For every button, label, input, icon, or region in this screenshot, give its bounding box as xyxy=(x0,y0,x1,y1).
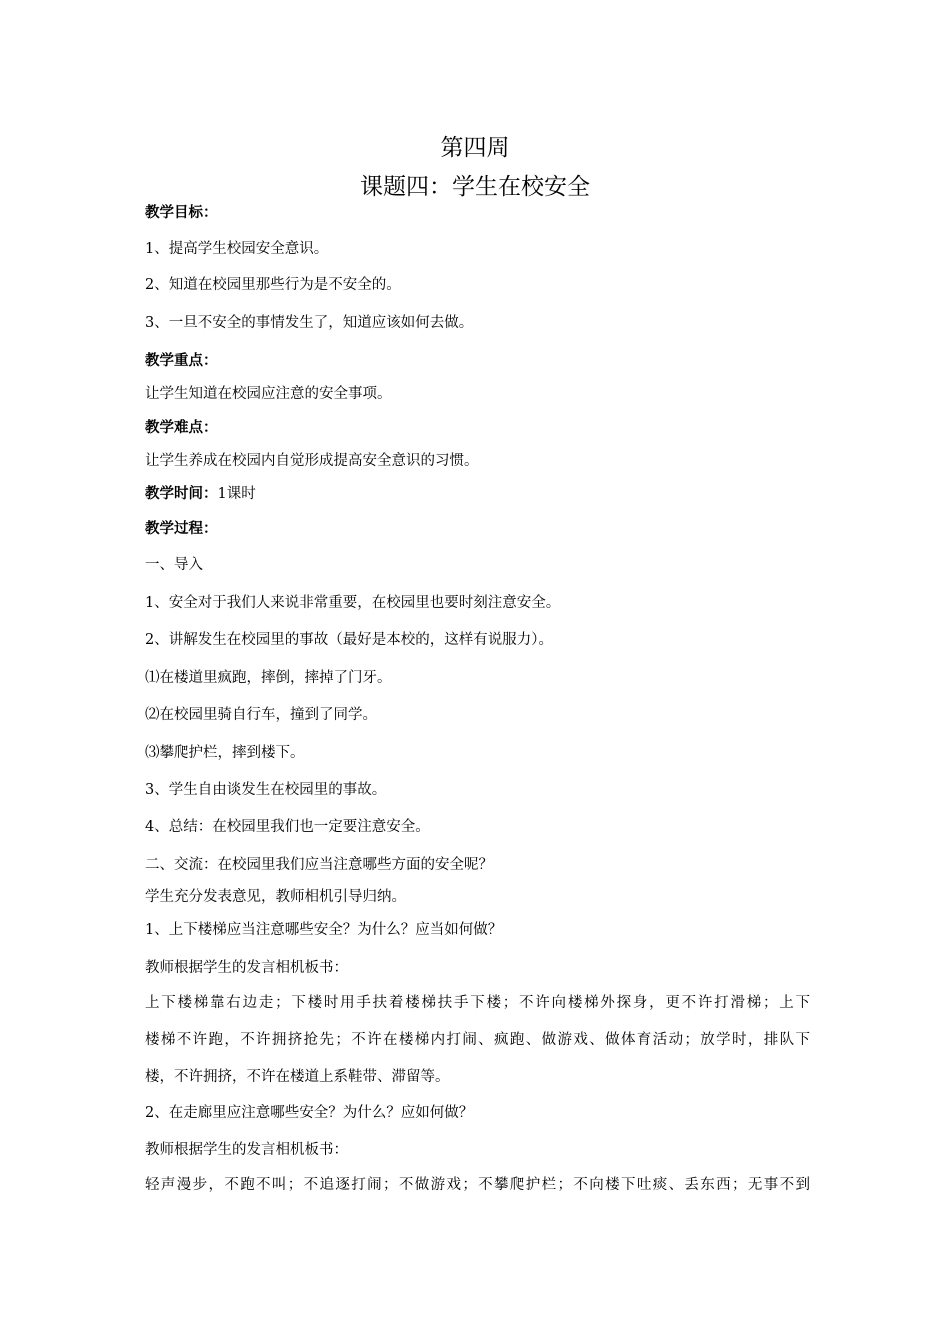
intro-subitem-1: ⑴在楼道里疯跑，摔倒，摔掉了门牙。 xyxy=(145,670,392,686)
intro-item-4: 4、总结：在校园里我们也一定要注意安全。 xyxy=(145,819,430,835)
objective-item-3: 3、一旦不安全的事情发生了，知道应该如何去做。 xyxy=(145,315,474,331)
process-heading: 教学过程： xyxy=(145,520,218,537)
difficulty-text: 让学生养成在校园内自觉形成提高安全意识的习惯。 xyxy=(145,453,479,469)
intro-heading: 一、导入 xyxy=(145,557,203,573)
teaching-time xyxy=(145,484,810,504)
stairs-question: 1、上下楼梯应当注意哪些安全？为什么？应当如何做？ xyxy=(145,922,503,938)
stairs-rules-line-3: 楼，不许拥挤，不许在楼道上系鞋带、滞留等。 xyxy=(145,1069,450,1085)
objective-item-1: 1、提高学生校园安全意识。 xyxy=(145,241,329,257)
intro-item-1: 1、安全对于我们人来说非常重要，在校园里也要时刻注意安全。 xyxy=(145,595,561,611)
discussion-heading: 二、交流：在校园里我们应当注意哪些方面的安全呢？ xyxy=(145,857,493,873)
difficulty-heading: 教学难点： xyxy=(145,419,218,436)
objectives-heading: 教学目标： xyxy=(145,204,218,221)
intro-subitem-3: ⑶攀爬护栏，摔到楼下。 xyxy=(145,745,305,761)
key-point-text: 让学生知道在校园应注意的安全事项。 xyxy=(145,386,392,402)
time-heading: 教学时间： xyxy=(145,485,218,502)
intro-item-2: 2、讲解发生在校园里的事故（最好是本校的，这样有说服力）。 xyxy=(145,632,553,648)
corridor-question: 2、在走廊里应注意哪些安全？为什么？应如何做？ xyxy=(145,1105,474,1121)
lesson-topic-title: 课题四：学生在校安全 xyxy=(360,174,590,200)
discussion-summary: 学生充分发表意见，教师相机引导归纳。 xyxy=(145,889,406,905)
intro-subitem-2: ⑵在校园里骑自行车，撞到了同学。 xyxy=(145,707,377,723)
week-title: 第四周 xyxy=(440,135,510,161)
stairs-rules-line-2: 楼梯不许跑，不许拥挤抢先；不许在楼梯内打闹、疯跑、做游戏、做体育活动；放学时，排队下 xyxy=(145,1032,810,1048)
intro-item-3: 3、学生自由谈发生在校园里的事故。 xyxy=(145,782,387,798)
time-value: 1课时 xyxy=(217,486,256,502)
stairs-rules-line-1: 上下楼梯靠右边走；下楼时用手扶着楼梯扶手下楼；不许向楼梯外探身，更不许打滑梯；上下 xyxy=(145,995,810,1011)
corridor-rules-line-1: 轻声漫步，不跑不叫；不追逐打闹；不做游戏；不攀爬护栏；不向楼下吐痰、丢东西；无事不到 xyxy=(145,1177,810,1193)
corridor-board-note: 教师根据学生的发言相机板书： xyxy=(145,1142,348,1158)
objective-item-2: 2、知道在校园里那些行为是不安全的。 xyxy=(145,277,401,293)
key-point-heading: 教学重点： xyxy=(145,352,218,369)
stairs-board-note: 教师根据学生的发言相机板书： xyxy=(145,960,348,976)
